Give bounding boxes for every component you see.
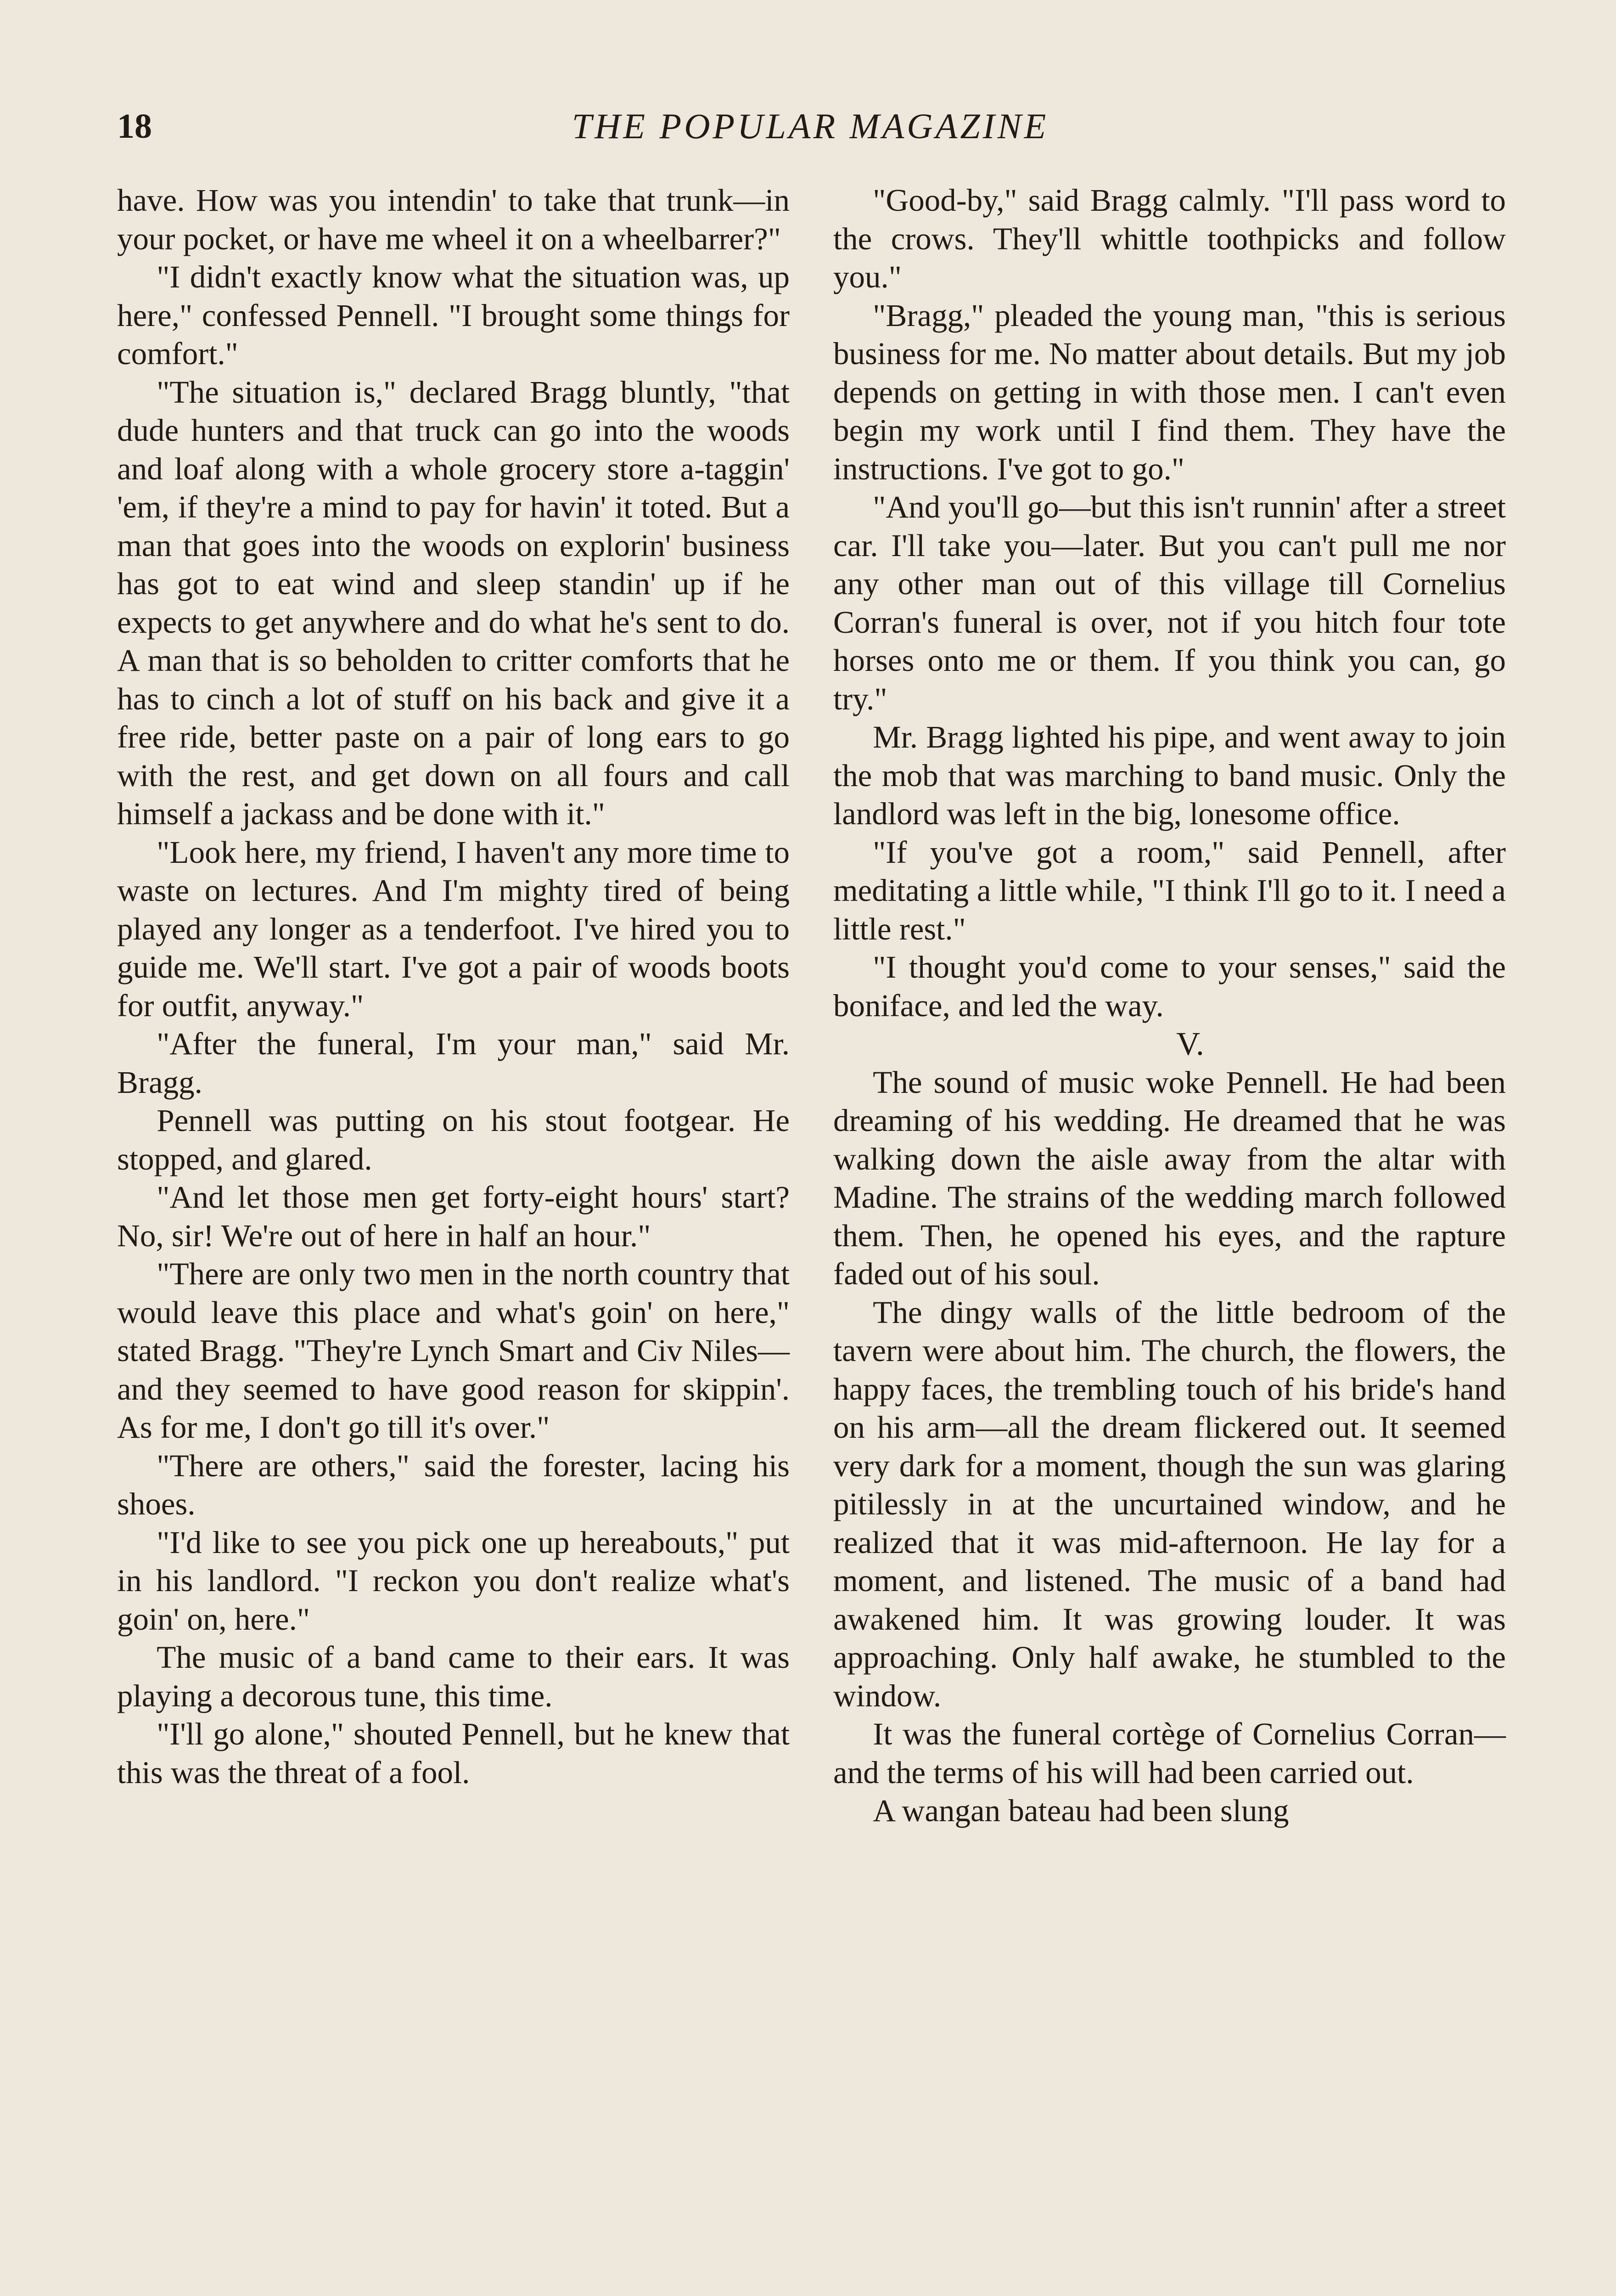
paragraph: "If you've got a room," said Pennell, after meditating a little while, "I think I'll go to it. I need a little rest.": [833, 834, 1506, 946]
paragraph: "There are only two men in the north country that would leave this place and what's goin' on here," stated Bragg. "They're Lynch Smart and Civ Niles—and they seemed to have good reason for skippin'. As for me, I don't go till it's over.": [117, 1256, 790, 1445]
paragraph: "There are others," said the forester, lacing his shoes.: [117, 1448, 790, 1521]
running-title: THE POPULAR MAGAZINE: [572, 106, 1049, 146]
paragraph: "I thought you'd come to your senses," said the boniface, and led the way.: [833, 950, 1506, 1023]
paragraph: "I didn't exactly know what the situation was, up here," confessed Pennell. "I brought some things for comfort.": [117, 259, 790, 371]
section-heading: V.: [1176, 1025, 1204, 1062]
paragraph: "I'd like to see you pick one up hereabouts," put in his landlord. "I reckon you don't realize what's goin' on, here.": [117, 1525, 790, 1637]
paragraph: "And let those men get forty-eight hours' start? No, sir! We're out of here in half an hour.": [117, 1180, 790, 1253]
paragraph: "And you'll go—but this isn't runnin' after a street car. I'll take you—later. But you can't pull me nor any other man out of this village till Cornelius Corran's funeral is over, not if you hitch four tote horses onto me or them. If you think you can, go try.": [833, 490, 1506, 716]
paragraph: "I'll go alone," shouted Pennell, but he knew that this was the threat of a fool.: [117, 1716, 790, 1790]
page-number: 18: [117, 107, 152, 146]
paragraph: It was the funeral cortège of Cornelius Corran—and the terms of his will had been carried out.: [833, 1716, 1506, 1790]
paragraph: A wangan bateau had been slung: [873, 1793, 1289, 1828]
right-column: [833, 181, 1506, 1830]
paragraph: have. How was you intendin' to take that trunk—in your pocket, or have me wheel it on a wheelbarrer?": [117, 183, 790, 256]
paragraph: The sound of music woke Pennell. He had been dreaming of his wedding. He dreamed that he was walking down the aisle away from the altar with Madine. The strains of the wedding march followed them. Then, he opened his eyes, and the rapture faded out of his soul.: [833, 1064, 1506, 1291]
paragraph: "After the funeral, I'm your man," said Mr. Bragg.: [117, 1026, 790, 1100]
paragraph: The music of a band came to their ears. It was playing a decorous tune, this time.: [117, 1640, 790, 1713]
paragraph: The dingy walls of the little bedroom of the tavern were about him. The church, the flowers, the happy faces, the trembling touch of his bride's hand on his arm—all the dream flickered out. It seemed very dark for a moment, though the sun was glaring pitilessly in at the uncurtained window, and he realized that it was mid-afternoon. He lay for a moment, and listened. The music of a band had awakened him. It was growing louder. It was approaching. Only half awake, he stumbled to the window.: [833, 1294, 1506, 1713]
left-column: [117, 181, 790, 1792]
paragraph: Pennell was putting on his stout footgear. He stopped, and glared.: [117, 1103, 790, 1176]
paragraph: "Look here, my friend, I haven't any more time to waste on lectures. And I'm mighty tired of being played any longer as a tenderfoot. I've hired you to guide me. We'll start. I've got a pair of woods boots for outfit, anyway.": [117, 834, 790, 1023]
paragraph: "Bragg," pleaded the young man, "this is serious business for me. No matter about details. But my job depends on getting in with those men. I can't even begin my work until I find them. They have the instructions. I've got to go.": [833, 298, 1506, 486]
paragraph: Mr. Bragg lighted his pipe, and went away to join the mob that was marching to band music. Only the landlord was left in the big, lonesome office.: [833, 720, 1506, 831]
paragraph: "The situation is," declared Bragg bluntly, "that dude hunters and that truck can go into the woods and loaf along with a whole grocery store a-taggin' 'em, if they're a mind to pay for havin' it toted. But a man that goes into the woods on explorin' business has got to eat wind and sleep standin' up if he expects to get anywhere and do what he's sent to do. A man that is so beholden to critter comforts that he has to cinch a lot of stuff on his back and give it a free ride, better paste on a pair of long ears to go with the rest, and get down on all fours and call himself a jackass and be done with it.": [117, 374, 790, 831]
paragraph: "Good-by," said Bragg calmly. "I'll pass word to the crows. They'll whittle toothpicks and follow you.": [833, 183, 1506, 294]
page-header: [117, 99, 1504, 154]
